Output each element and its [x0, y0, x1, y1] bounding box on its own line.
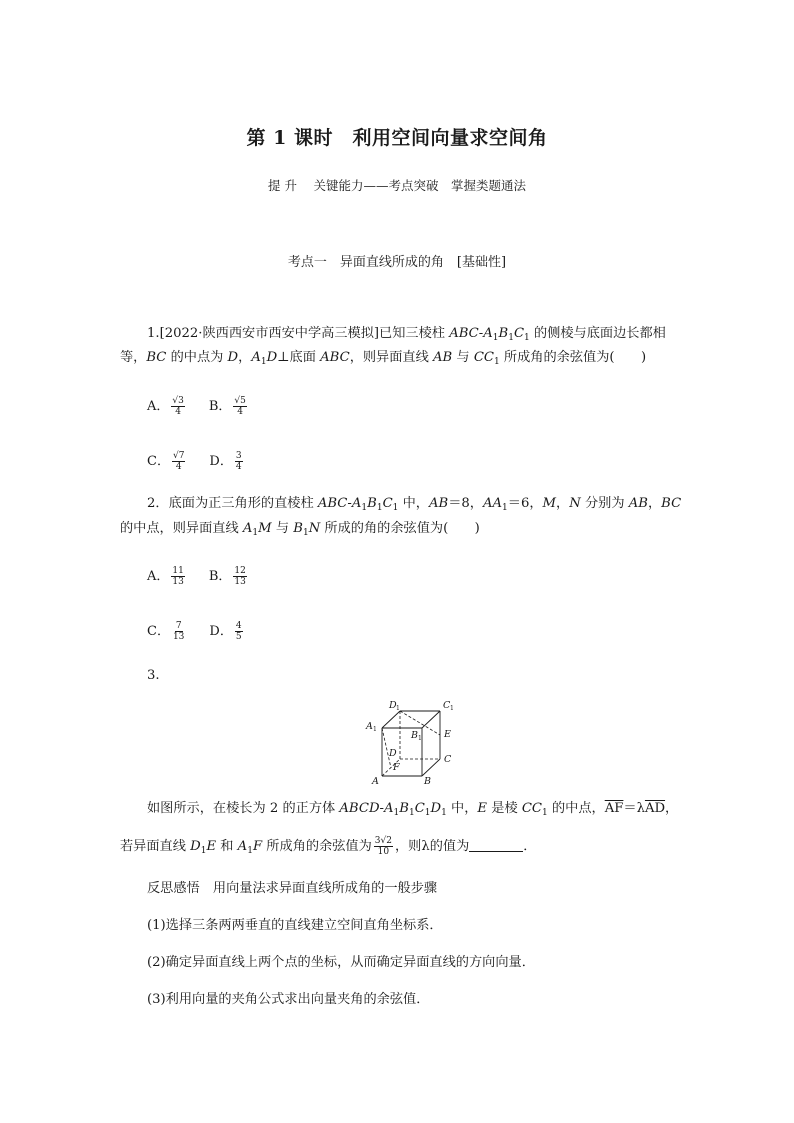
q1-options-row-2	[147, 450, 245, 472]
label-b1-sub: 1	[418, 735, 422, 742]
label-d: D	[389, 748, 397, 759]
q3-line-1: 如图所示，在棱长为 2 的正方体 ABCD-$A_1B_1C_1D_1$ 中，E 是棱 $CC_1$ 的中点，$\overline{AF}=\lambda\overline{AD}$，	[147, 801, 679, 818]
label-c1: C	[443, 700, 451, 711]
label-a1-sub: 1	[373, 726, 377, 733]
q1-line-2: 等，BC 的中点为 D，$A_1D\perp$底面 ABC，则异面直线 AB 与 $CC_1$ 所成角的余弦值为( )	[120, 350, 647, 367]
page-title: 第 1 课时 利用空间向量求空间角	[246, 127, 548, 149]
answer-blank[interactable]	[469, 839, 523, 852]
q3-number: 3.	[147, 668, 160, 683]
q2-line-1: 2．底面为正三角形的直棱柱 ABC-$A_1B_1C_1$ 中，AB＝8，$AA_1=6$，M，N 分别为 AB，BC	[147, 496, 682, 513]
q1-option-c[interactable]: C． $\frac{√7}{4}$	[147, 451, 185, 472]
q1-line-1: 1.[2022·陕西西安市西安中学高三模拟]已知三棱柱 ABC-$A_1B_1C_1$ 的侧棱与底面边长都相	[147, 326, 666, 343]
q1-option-d[interactable]: D． $\frac{3}{4}$	[209, 451, 242, 472]
label-e: E	[444, 729, 451, 740]
label-d1: D	[389, 700, 397, 711]
reflection-heading: 反思感悟 用向量法求异面直线所成角的一般步骤	[147, 881, 438, 896]
label-f: F	[393, 762, 400, 773]
reflection-step-2: (2)确定异面直线上两个点的坐标，从而确定异面直线的方向向量．	[147, 955, 535, 970]
q2-options-row-1	[147, 565, 249, 587]
label-a: A	[372, 776, 379, 787]
q2-line-2: 的中点，则异面直线 $A_1M$ 与 $B_1N$ 所成的角的余弦值为( )	[120, 521, 480, 538]
label-c1-sub: 1	[450, 705, 454, 712]
section-heading: 考点一 异面直线所成的角 [基础性]	[287, 255, 507, 270]
cube-figure	[360, 698, 470, 788]
q2-option-c[interactable]: C． $\frac{7}{13}$	[147, 621, 185, 642]
reflection-step-3: (3)利用向量的夹角公式求出向量夹角的余弦值．	[147, 992, 430, 1007]
label-b1: B	[411, 730, 418, 741]
q1-option-a[interactable]: A． $\frac{√3}{4}$	[147, 396, 184, 417]
q2-option-d[interactable]: D． $\frac{4}{5}$	[209, 621, 242, 642]
q1-option-b[interactable]: B． $\frac{√5}{4}$	[208, 396, 246, 417]
page-subtitle: 提 升 关键能力——考点突破 掌握类题通法	[268, 178, 526, 193]
q2-option-a[interactable]: A． $\frac{11}{13}$	[147, 566, 184, 587]
q2-options-row-2	[147, 620, 245, 642]
edge-b1-c1	[422, 711, 440, 728]
q3-line-2: 若异面直线 $D_1E$ 和 $A_1F$ 所成角的余弦值为 $\frac{3√2}{10}$ ，则λ的值为 ．	[120, 836, 537, 857]
label-c: C	[444, 754, 452, 765]
q1-options-row-1	[147, 395, 249, 417]
edge-b-c	[422, 759, 440, 776]
reflection-step-1: (1)选择三条两两垂直的直线建立空间直角坐标系．	[147, 918, 443, 933]
segment-d1-e	[400, 711, 440, 735]
edge-d1-a1	[382, 711, 400, 728]
label-d1-sub: 1	[396, 705, 400, 712]
label-b: B	[424, 776, 431, 787]
q2-option-b[interactable]: B． $\frac{12}{13}$	[208, 566, 246, 587]
label-a1: A	[366, 721, 373, 732]
